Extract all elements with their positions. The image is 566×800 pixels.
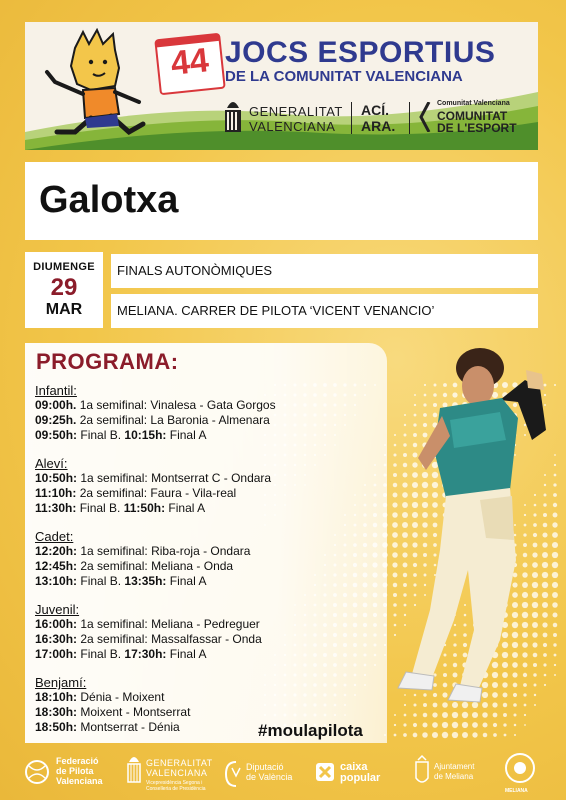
schedule-line [35,617,380,632]
match-desc: 2a semifinal: Faura - Vila-real [76,486,237,500]
match-time: 11:30h: [35,501,77,515]
ajuntament-logo-text [434,762,474,782]
edition-number-badge: 44 [154,33,225,96]
match-time: 09:25h. [35,413,77,427]
match-time: 09:50h: [35,428,78,442]
meliana-club-label: MELIANA [505,788,528,794]
match-desc: 2a semifinal: La Baronia - Almenara [76,413,270,427]
schedule-line [35,690,380,705]
event-header-banner [25,22,538,150]
match-time: 12:20h: [35,544,78,558]
esport-line: DE L'ESPORT [437,121,517,135]
fpv-line-2: de Pilota [56,766,94,776]
gv-small-line-1: Vicepresidència Segona i [146,780,203,786]
sport-title: Galotxa [39,179,179,221]
schedule-line [35,471,380,486]
generalitat-crest-icon [126,748,142,800]
match-time: 11:50h: [123,501,166,515]
fpv-line-1: Federació [56,756,99,766]
match-desc: Final A [166,574,207,588]
event-venue: MELIANA. CARRER DE PILOTA ‘VICENT VENANCIO’ [111,294,538,328]
match-desc: Final B. [77,574,125,588]
schedule-line [35,647,380,662]
generalitat-footer-small [146,780,205,792]
schedule-line [35,501,380,516]
diputacio-logo-text [246,762,292,782]
schedule-line [35,574,380,589]
comunitat-esport-caption: Comunitat Valenciana [437,100,510,107]
generalitat-crest-icon [221,96,245,138]
schedule-line [35,705,380,720]
match-desc: Dénia - Moixent [77,690,165,704]
comunitat-esport-logo-text [437,110,517,134]
caixa-popular-logo-text [340,762,380,784]
match-desc: Final B. [77,428,125,442]
program-title: PROGRAMA: [36,349,179,374]
match-desc: 2a semifinal: Massalfassar - Onda [77,632,262,646]
hashtag: #moulapilota [258,721,363,740]
date-weekday: DIUMENGE [33,261,95,273]
gv-small-line-2: Conselleria de Presidència [146,786,206,792]
meliana-town-crest-icon [414,748,430,800]
category-label: Cadet: [35,529,74,544]
running-mascot-icon [35,28,155,148]
match-time: 13:35h: [124,574,167,588]
fpv-line-3: Valenciana [56,776,103,786]
generalitat-logo-text [249,104,343,134]
am-line-1: Ajuntament [434,762,475,771]
category-label: Benjamí: [35,675,87,690]
sponsor-logos-footer [0,748,566,800]
schedule-line [35,428,380,443]
schedule-line [35,413,380,428]
match-desc: 1a semifinal: Vinalesa - Gata Gorgos [76,398,276,412]
dv-line-1: Diputació [246,762,284,772]
match-desc: Final A [166,647,207,661]
logo-separator [409,102,410,134]
program-panel [25,343,387,743]
generalitat-line-2: VALENCIANA [249,119,336,134]
match-time: 18:50h: [35,720,78,734]
date-day: 29 [50,274,78,301]
match-time: 10:50h: [35,471,78,485]
aci-line: ACÍ. [361,102,389,118]
federacio-pilota-ball-icon [24,748,50,800]
event-stage: FINALS AUTONÒMIQUES [111,254,538,288]
event-subtitle: DE LA COMUNITAT VALENCIANA [225,68,463,85]
ara-line: ARA. [361,118,396,134]
cp-line-1: caixa [340,761,368,773]
schedule-line [35,398,380,413]
cp-line-2: popular [340,772,381,784]
match-time: 09:00h. [35,398,77,412]
schedule-line [35,559,380,574]
event-title: JOCS ESPORTIUS [225,36,496,69]
match-desc: Final B. [77,647,125,661]
federacio-logo-text [56,756,103,786]
category-juvenil [35,602,380,662]
gv-footer-line-2: VALENCIANA [146,768,208,778]
category-label: Juvenil: [35,602,80,617]
schedule-line [35,544,380,559]
match-desc: Montserrat - Dénia [77,720,180,734]
category-alevi [35,456,380,516]
match-time: 10:15h: [124,428,167,442]
generalitat-footer-text [146,758,213,778]
category-infantil [35,383,380,443]
aci-ara-logo [361,102,395,134]
date-month: MAR [45,301,83,318]
match-desc: Final A [166,428,207,442]
match-desc: 1a semifinal: Montserrat C - Ondara [77,471,272,485]
match-time: 18:10h: [35,690,78,704]
logo-separator [351,102,352,134]
category-cadet [35,529,380,589]
match-desc: Moixent - Montserrat [77,705,191,719]
match-time: 18:30h: [35,705,78,719]
match-desc: 1a semifinal: Riba-roja - Ondara [77,544,251,558]
category-label: Aleví: [35,456,68,471]
gv-footer-line-1: GENERALITAT [146,758,213,768]
match-time: 11:10h: [35,486,77,500]
generalitat-line-1: GENERALITAT [249,104,343,119]
match-time: 13:10h: [35,574,78,588]
sport-title-box [25,162,538,240]
diputacio-logo-icon [222,748,242,800]
match-time: 16:00h: [35,617,78,631]
comunitat-esport-mark-icon [419,102,433,132]
comunitat-line: COMUNITAT [437,109,508,123]
match-desc: 1a semifinal: Meliana - Pedreguer [77,617,260,631]
dv-line-2: de València [246,772,293,782]
schedule-line [35,632,380,647]
match-desc: Final B. [76,501,124,515]
category-label: Infantil: [35,383,77,398]
match-desc: Final A [165,501,206,515]
caixa-popular-logo-icon [314,748,336,800]
match-time: 12:45h: [35,559,78,573]
schedule-line [35,486,380,501]
match-time: 17:00h: [35,647,78,661]
match-desc: 2a semifinal: Meliana - Onda [77,559,234,573]
am-line-2: de Meliana [434,772,474,781]
match-time: 17:30h: [124,647,167,661]
event-date [25,252,103,328]
match-time: 16:30h: [35,632,78,646]
